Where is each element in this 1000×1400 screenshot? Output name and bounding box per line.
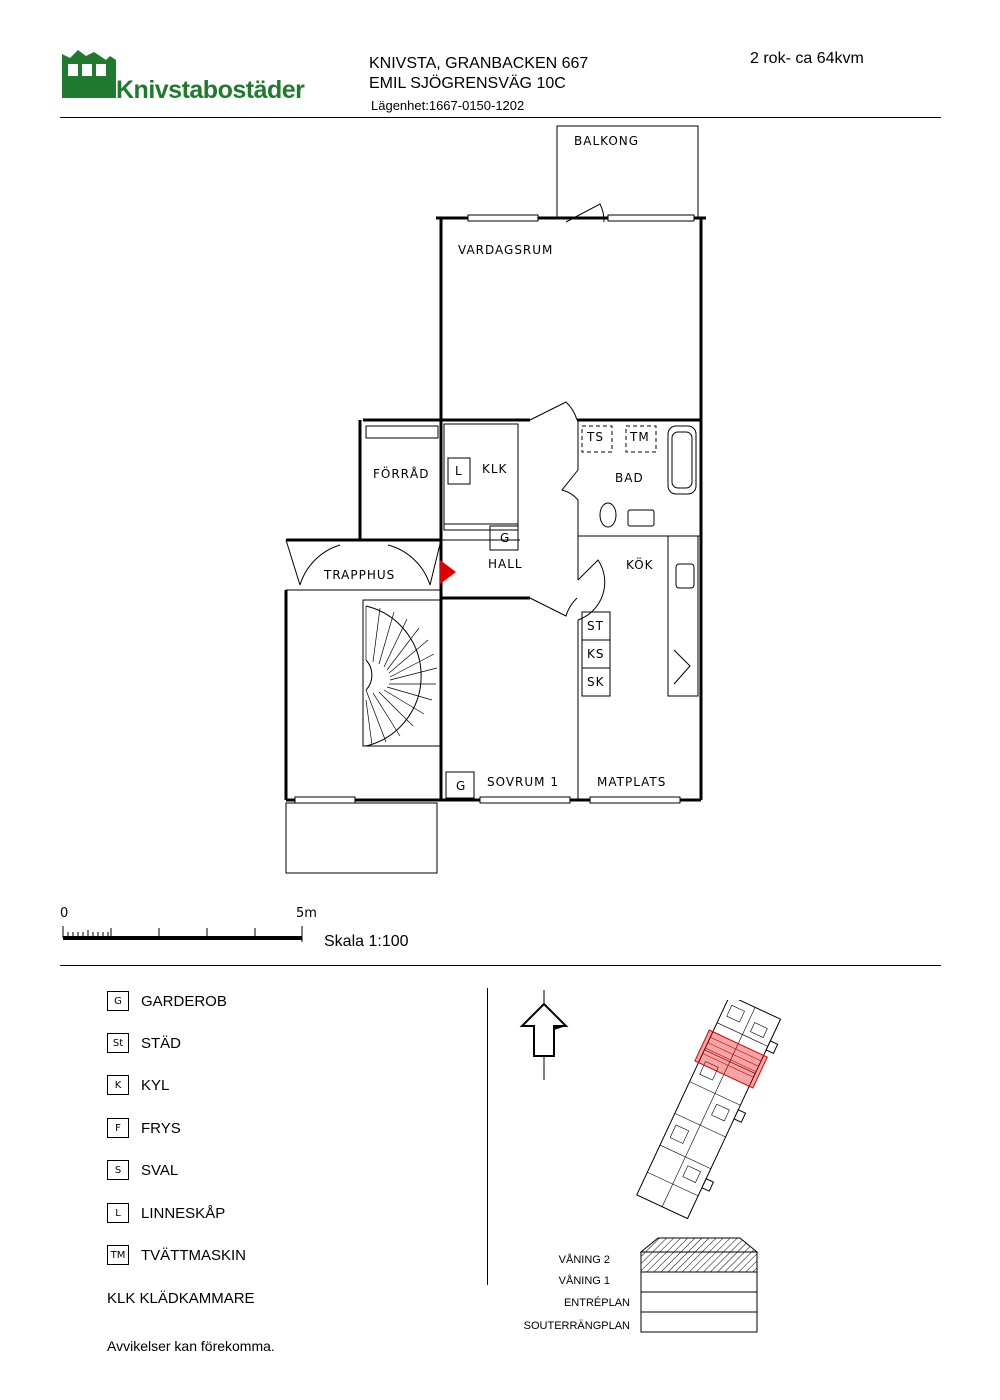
disclaimer: Avvikelser kan förekomma. — [107, 1338, 275, 1354]
legend-text: SVAL — [141, 1161, 179, 1179]
level-basement: SOUTERRÄNGPLAN — [523, 1320, 630, 1332]
symbol-torktumlare: TS — [587, 430, 604, 444]
legend-item — [107, 1033, 181, 1053]
room-klk: KLK — [482, 462, 508, 476]
room-kok: KÖK — [626, 558, 654, 572]
legend-code: F — [107, 1118, 129, 1138]
legend-text: FRYS — [141, 1119, 181, 1137]
scale-zero: 0 — [60, 906, 70, 921]
legend-text: LINNESKÅP — [141, 1204, 226, 1222]
address-line-2: EMIL SJÖGRENSVÄG 10C — [369, 75, 566, 92]
legend-text: GARDEROB — [141, 992, 227, 1010]
room-matplats: MATPLATS — [597, 775, 667, 789]
level-diagram — [640, 1236, 760, 1338]
room-forrad: FÖRRÅD — [373, 467, 430, 481]
site-plan — [620, 1000, 810, 1220]
legend-item — [107, 1118, 181, 1138]
room-bad: BAD — [615, 471, 644, 485]
legend-code: K — [107, 1075, 129, 1095]
legend-code: G — [107, 991, 129, 1011]
legend-item — [107, 1075, 169, 1095]
level-floor1: VÅNING 1 — [558, 1275, 610, 1287]
legend-item — [107, 991, 227, 1011]
legend-text: STÄD — [141, 1034, 182, 1052]
room-sovrum: SOVRUM 1 — [487, 775, 559, 789]
scale-bar — [60, 918, 310, 944]
legend-text: TVÄTTMASKIN — [141, 1246, 247, 1264]
symbol-garderob-sovrum: G — [456, 779, 466, 793]
symbol-garderob-hall: G — [500, 531, 510, 545]
apartment-size: 2 rok- ca 64kvm — [750, 50, 864, 67]
symbol-tvattmaskin: TM — [630, 430, 650, 444]
room-vardagsrum: VARDAGSRUM — [458, 243, 554, 257]
symbol-sk: SK — [587, 675, 605, 689]
symbol-st: ST — [587, 619, 604, 633]
room-balkong: BALKONG — [574, 134, 640, 148]
legend-code: S — [107, 1160, 129, 1180]
klk-note: KLK KLÄDKAMMARE — [107, 1290, 255, 1307]
legend-code: TM — [107, 1245, 129, 1265]
legend-item — [107, 1160, 178, 1180]
scale-label: Skala 1:100 — [324, 933, 409, 950]
legend-vertical-divider — [487, 988, 488, 1285]
legend-text: KYL — [141, 1076, 170, 1094]
level-floor2: VÅNING 2 — [558, 1254, 610, 1266]
address-line-1: KNIVSTA, GRANBACKEN 667 — [369, 55, 589, 72]
north-arrow-icon — [516, 990, 576, 1080]
symbol-ks: KS — [587, 647, 605, 661]
entrance-marker — [440, 560, 456, 584]
legend-code: St — [107, 1033, 129, 1053]
symbol-linneskap: L — [455, 464, 462, 478]
room-hall: HALL — [488, 557, 523, 571]
legend-code: L — [107, 1203, 129, 1223]
scale-five: 5m — [296, 906, 317, 921]
apartment-number: Lägenhet:1667-0150-1202 — [371, 98, 525, 113]
company-name: Knivstabostäder — [116, 76, 305, 104]
legend-item — [107, 1245, 246, 1265]
company-logo — [60, 46, 320, 108]
level-entry: ENTRÉPLAN — [563, 1297, 630, 1309]
legend-divider — [60, 965, 941, 966]
floor-plan — [0, 118, 1000, 888]
room-trapphus: TRAPPHUS — [324, 568, 396, 582]
legend-item — [107, 1203, 225, 1223]
